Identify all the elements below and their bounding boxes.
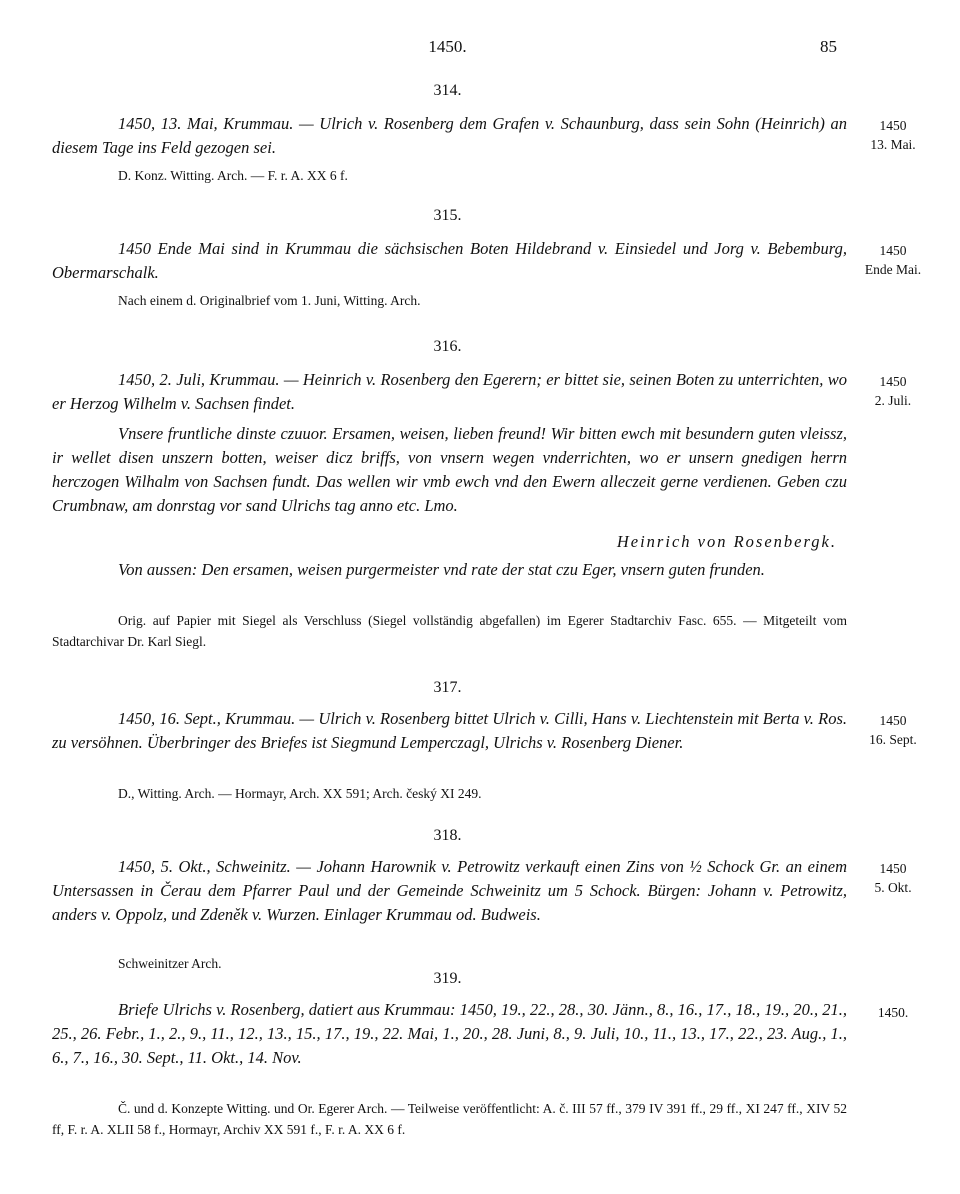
letter-signature: Heinrich von Rosenbergk.	[616, 532, 837, 551]
margin-date-block	[853, 372, 933, 410]
entry-text: 1450, 5. Okt., Schweinitz. — Johann Harownik v. Petrowitz verkauft einen Zins von ½ Schock Gr. an einem Untersassen in Čerau dem Pfarrer Paul und der Gemeinde Schweinitz um 5 Schock. Bürgen: Johann v. Petrowitz, anders v. Oppolz, und Zdeněk v. Wurzen. Einlager Krummau od. Budweis.	[52, 857, 847, 924]
source-note-text: D., Witting. Arch. — Hormayr, Arch. XX 591; Arch. český XI 249.	[118, 786, 482, 801]
running-header-year: 1450.	[428, 37, 467, 56]
entry-regest	[52, 112, 847, 160]
margin-year: 1450	[879, 374, 907, 389]
margin-date: Ende Mai.	[864, 262, 922, 277]
entry-regest	[52, 707, 847, 755]
margin-year: 1450.	[877, 1005, 909, 1020]
source-note-text: Orig. auf Papier mit Siegel als Verschluss (Siegel vollständig abgefallen) im Egerer Stadtarchiv Fasc. 655. — Mitgeteilt vom Stadtarchivar Dr. Karl Siegl.	[52, 613, 847, 649]
entry-text: 1450 Ende Mai sind in Krummau die sächsischen Boten Hildebrand v. Einsiedel und Jorg v. Bebemburg, Obermarschalk.	[52, 239, 847, 282]
margin-date-block	[853, 859, 933, 897]
margin-year: 1450	[879, 713, 907, 728]
page-number: 85	[820, 37, 837, 56]
letter-body: Vnsere fruntliche dinste czuuor. Ersamen, weisen, lieben freund! Wir bitten ewch mit besundern guten vleissz, ir wellet disen unszern botten, weiser dicz briffs, von vnsern wegen vnderrichten, wo er unsern gnedigen herrn herczogen Wilhalm von Sachsen fundt. Das wellen wir vmb ewch vnd den Ewern alleczeit gerne verdienen. Geben czu Crumbnaw, am donrstag vor sand Ulrichs tag anno etc. Lmo.	[52, 424, 847, 515]
entry-text: 1450, 13. Mai, Krummau. — Ulrich v. Rosenberg dem Grafen v. Schaunburg, dass sein Sohn (Heinrich) an diesem Tage ins Feld gezogen sei.	[52, 114, 847, 157]
source-note	[52, 783, 847, 804]
source-note-text: D. Konz. Witting. Arch. — F. r. A. XX 6 f.	[118, 168, 348, 183]
entry-number: 316.	[433, 338, 462, 355]
letter-address	[52, 558, 847, 582]
letter-text	[52, 422, 847, 518]
entry-number: 315.	[433, 207, 462, 224]
entry-number: 317.	[433, 679, 462, 696]
margin-year: 1450	[879, 243, 907, 258]
letter-address-text: Von aussen: Den ersamen, weisen purgermeister vnd rate der stat czu Eger, vnsern guten frunden.	[118, 560, 765, 579]
margin-date-block	[853, 241, 933, 279]
entry-text: 1450, 2. Juli, Krummau. — Heinrich v. Rosenberg den Egerern; er bittet sie, seinen Boten zu unterrichten, wo er Herzog Wilhelm v. Sachsen findet.	[52, 370, 847, 413]
entry-number: 318.	[433, 827, 462, 844]
margin-date: 2. Juli.	[874, 393, 912, 408]
margin-year: 1450	[879, 861, 907, 876]
margin-date-block	[853, 711, 933, 749]
margin-date: 16. Sept.	[869, 732, 917, 747]
entry-regest	[52, 237, 847, 285]
entry-text: Briefe Ulrichs v. Rosenberg, datiert aus Krummau: 1450, 19., 22., 28., 30. Jänn., 8., 16., 17., 18., 19., 20., 21., 25., 26. Febr., 1., 2., 9., 11., 12., 13., 15., 17., 19., 22. Mai, 1., 20., 28. Juni, 8., 9. Juli, 10., 11., 13., 17., 22., 23. Aug., 1., 6., 7., 16., 30. Sept., 11. Okt., 14. Nov.	[52, 1000, 847, 1067]
margin-date-block	[853, 116, 933, 154]
source-note	[52, 165, 847, 186]
source-note	[52, 610, 847, 652]
margin-date: 13. Mai.	[870, 137, 916, 152]
source-note-text: Nach einem d. Originalbrief vom 1. Juni, Witting. Arch.	[118, 293, 421, 308]
source-note	[52, 1098, 847, 1140]
entry-regest	[52, 855, 847, 927]
source-note-text: Č. und d. Konzepte Witting. und Or. Egerer Arch. — Teilweise veröffentlicht: A. č. III 57 ff., 379 IV 391 ff., 29 ff., XI 247 ff., XIV 52 ff, F. r. A. XLII 58 f., Hormayr, Archiv XX 591 f., F. r. A. XX 6 f.	[52, 1101, 847, 1137]
source-note-text: Schweinitzer Arch.	[118, 956, 222, 971]
entry-text: 1450, 16. Sept., Krummau. — Ulrich v. Rosenberg bittet Ulrich v. Cilli, Hans v. Liechtenstein mit Berta v. Ros. zu versöhnen. Überbringer des Briefes ist Siegmund Lemperczagl, Ulrichs v. Rosenberg Diener.	[52, 709, 847, 752]
entry-number: 314.	[433, 82, 462, 99]
entry-regest	[52, 368, 847, 416]
entry-regest	[52, 998, 847, 1070]
margin-date-block	[853, 1003, 933, 1022]
source-note	[52, 290, 847, 311]
margin-date: 5. Okt.	[874, 880, 912, 895]
entry-number: 319.	[433, 970, 462, 987]
margin-year: 1450	[879, 118, 907, 133]
